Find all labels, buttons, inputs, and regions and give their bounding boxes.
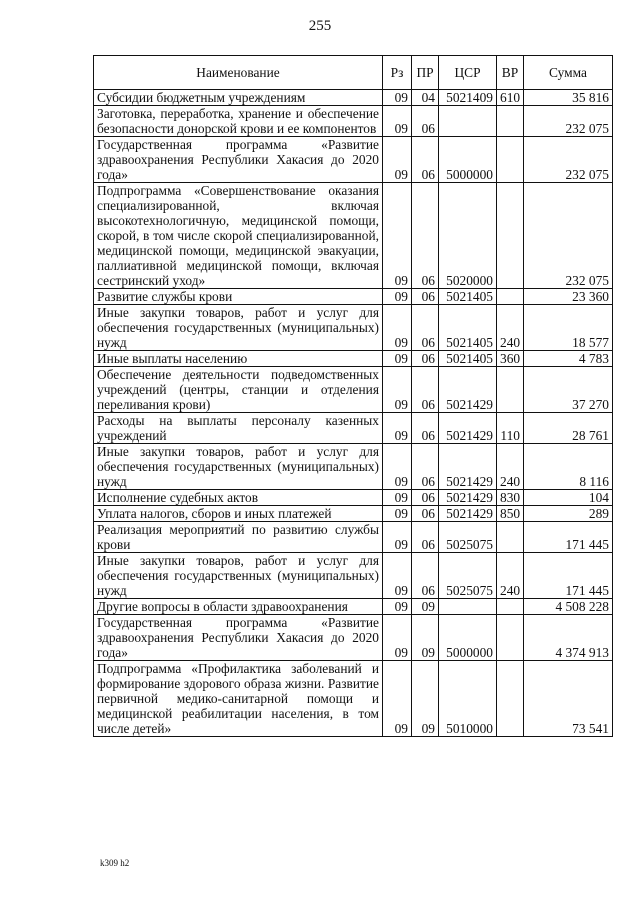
cell-vr: 360 (497, 351, 524, 367)
cell-sum: 23 360 (524, 289, 613, 305)
cell-name: Иные закупки товаров, работ и услуг для обеспечения государственных (муниципальных) нужд (94, 553, 383, 599)
header-pr: ПР (412, 56, 439, 90)
cell-rz: 09 (383, 413, 412, 444)
cell-sum: 232 075 (524, 137, 613, 183)
header-vr: ВР (497, 56, 524, 90)
cell-pr: 06 (412, 183, 439, 289)
cell-pr: 06 (412, 553, 439, 599)
table-row (94, 106, 613, 137)
cell-name: Подпрограмма «Совершенствование оказания специализированной, включая высокотехнологичную, медицинской помощи, скорой, в том числе скорой специализированной, медицинской помощи, медицинской эвакуации, паллиативной медицинской помощи, включая сестринский уход» (94, 183, 383, 289)
cell-rz: 09 (383, 553, 412, 599)
cell-pr: 06 (412, 137, 439, 183)
cell-rz: 09 (383, 305, 412, 351)
cell-pr: 06 (412, 289, 439, 305)
cell-sum: 4 508 228 (524, 599, 613, 615)
cell-pr: 06 (412, 413, 439, 444)
cell-vr: 850 (497, 506, 524, 522)
cell-vr (497, 183, 524, 289)
cell-name: Иные закупки товаров, работ и услуг для обеспечения государственных (муниципальных) нужд (94, 444, 383, 490)
cell-rz: 09 (383, 506, 412, 522)
cell-rz: 09 (383, 444, 412, 490)
cell-pr: 09 (412, 599, 439, 615)
cell-vr: 240 (497, 444, 524, 490)
cell-sum: 4 374 913 (524, 615, 613, 661)
cell-csr: 5025075 (439, 522, 497, 553)
table-row (94, 289, 613, 305)
cell-vr (497, 289, 524, 305)
cell-pr: 06 (412, 351, 439, 367)
cell-vr (497, 137, 524, 183)
budget-table (93, 55, 613, 737)
cell-rz: 09 (383, 367, 412, 413)
table-row (94, 444, 613, 490)
cell-csr (439, 599, 497, 615)
cell-name: Расходы на выплаты персоналу казенных учреждений (94, 413, 383, 444)
cell-vr: 240 (497, 305, 524, 351)
cell-rz: 09 (383, 599, 412, 615)
cell-sum: 232 075 (524, 106, 613, 137)
cell-csr: 5021429 (439, 506, 497, 522)
cell-sum: 232 075 (524, 183, 613, 289)
cell-pr: 06 (412, 444, 439, 490)
table-row (94, 490, 613, 506)
cell-csr: 5021405 (439, 289, 497, 305)
cell-vr (497, 106, 524, 137)
footer-code: k309 h2 (100, 858, 130, 868)
cell-csr: 5010000 (439, 661, 497, 737)
cell-name: Другие вопросы в области здравоохранения (94, 599, 383, 615)
table-row (94, 661, 613, 737)
cell-csr: 5020000 (439, 183, 497, 289)
cell-rz: 09 (383, 289, 412, 305)
cell-sum: 28 761 (524, 413, 613, 444)
cell-name: Уплата налогов, сборов и иных платежей (94, 506, 383, 522)
cell-pr: 06 (412, 305, 439, 351)
cell-name: Обеспечение деятельности подведомственных учреждений (центры, станции и отделения переливания крови) (94, 367, 383, 413)
cell-csr: 5021405 (439, 305, 497, 351)
cell-vr (497, 522, 524, 553)
cell-csr: 5000000 (439, 137, 497, 183)
cell-csr: 5021405 (439, 351, 497, 367)
cell-pr: 09 (412, 661, 439, 737)
cell-csr: 5000000 (439, 615, 497, 661)
cell-sum: 35 816 (524, 90, 613, 106)
cell-name: Государственная программа «Развитие здравоохранения Республики Хакасия до 2020 года» (94, 615, 383, 661)
cell-sum: 289 (524, 506, 613, 522)
cell-name: Подпрограмма «Профилактика заболеваний и формирование здорового образа жизни. Развитие первичной медико-санитарной помощи и медицинской реабилитации населения, в том числе детей» (94, 661, 383, 737)
cell-vr (497, 367, 524, 413)
cell-pr: 06 (412, 506, 439, 522)
cell-rz: 09 (383, 106, 412, 137)
cell-vr: 110 (497, 413, 524, 444)
cell-vr (497, 615, 524, 661)
cell-pr: 04 (412, 90, 439, 106)
table-row (94, 615, 613, 661)
table-row (94, 522, 613, 553)
table-row (94, 183, 613, 289)
table-header-row (94, 56, 613, 90)
cell-rz: 09 (383, 490, 412, 506)
cell-sum: 4 783 (524, 351, 613, 367)
table-row (94, 553, 613, 599)
cell-name: Заготовка, переработка, хранение и обеспечение безопасности донорской крови и ее компонентов (94, 106, 383, 137)
cell-rz: 09 (383, 351, 412, 367)
cell-pr: 06 (412, 522, 439, 553)
cell-sum: 8 116 (524, 444, 613, 490)
cell-sum: 18 577 (524, 305, 613, 351)
cell-csr (439, 106, 497, 137)
cell-pr: 06 (412, 490, 439, 506)
table-row (94, 137, 613, 183)
table-row (94, 367, 613, 413)
cell-sum: 171 445 (524, 522, 613, 553)
cell-rz: 09 (383, 183, 412, 289)
cell-csr: 5021429 (439, 367, 497, 413)
cell-vr (497, 661, 524, 737)
cell-csr: 5021429 (439, 413, 497, 444)
cell-csr: 5021409 (439, 90, 497, 106)
cell-name: Развитие службы крови (94, 289, 383, 305)
cell-csr: 5021429 (439, 490, 497, 506)
header-csr: ЦСР (439, 56, 497, 90)
cell-rz: 09 (383, 522, 412, 553)
table-row (94, 599, 613, 615)
cell-sum: 73 541 (524, 661, 613, 737)
header-sum: Сумма (524, 56, 613, 90)
cell-pr: 06 (412, 106, 439, 137)
cell-rz: 09 (383, 137, 412, 183)
cell-rz: 09 (383, 615, 412, 661)
header-rz: Рз (383, 56, 412, 90)
cell-sum: 37 270 (524, 367, 613, 413)
table-row (94, 413, 613, 444)
table-row (94, 90, 613, 106)
cell-csr: 5021429 (439, 444, 497, 490)
cell-rz: 09 (383, 661, 412, 737)
table-row (94, 351, 613, 367)
cell-vr (497, 599, 524, 615)
cell-name: Государственная программа «Развитие здравоохранения Республики Хакасия до 2020 года» (94, 137, 383, 183)
cell-pr: 06 (412, 367, 439, 413)
cell-csr: 5025075 (439, 553, 497, 599)
cell-vr: 830 (497, 490, 524, 506)
cell-name: Исполнение судебных актов (94, 490, 383, 506)
header-name: Наименование (94, 56, 383, 90)
cell-rz: 09 (383, 90, 412, 106)
cell-name: Реализация мероприятий по развитию службы крови (94, 522, 383, 553)
cell-pr: 09 (412, 615, 439, 661)
page-number: 255 (308, 18, 332, 34)
table-row (94, 506, 613, 522)
cell-sum: 104 (524, 490, 613, 506)
table-row (94, 305, 613, 351)
cell-name: Иные выплаты населению (94, 351, 383, 367)
cell-name: Субсидии бюджетным учреждениям (94, 90, 383, 106)
cell-vr: 240 (497, 553, 524, 599)
cell-vr: 610 (497, 90, 524, 106)
cell-name: Иные закупки товаров, работ и услуг для обеспечения государственных (муниципальных) нужд (94, 305, 383, 351)
cell-sum: 171 445 (524, 553, 613, 599)
